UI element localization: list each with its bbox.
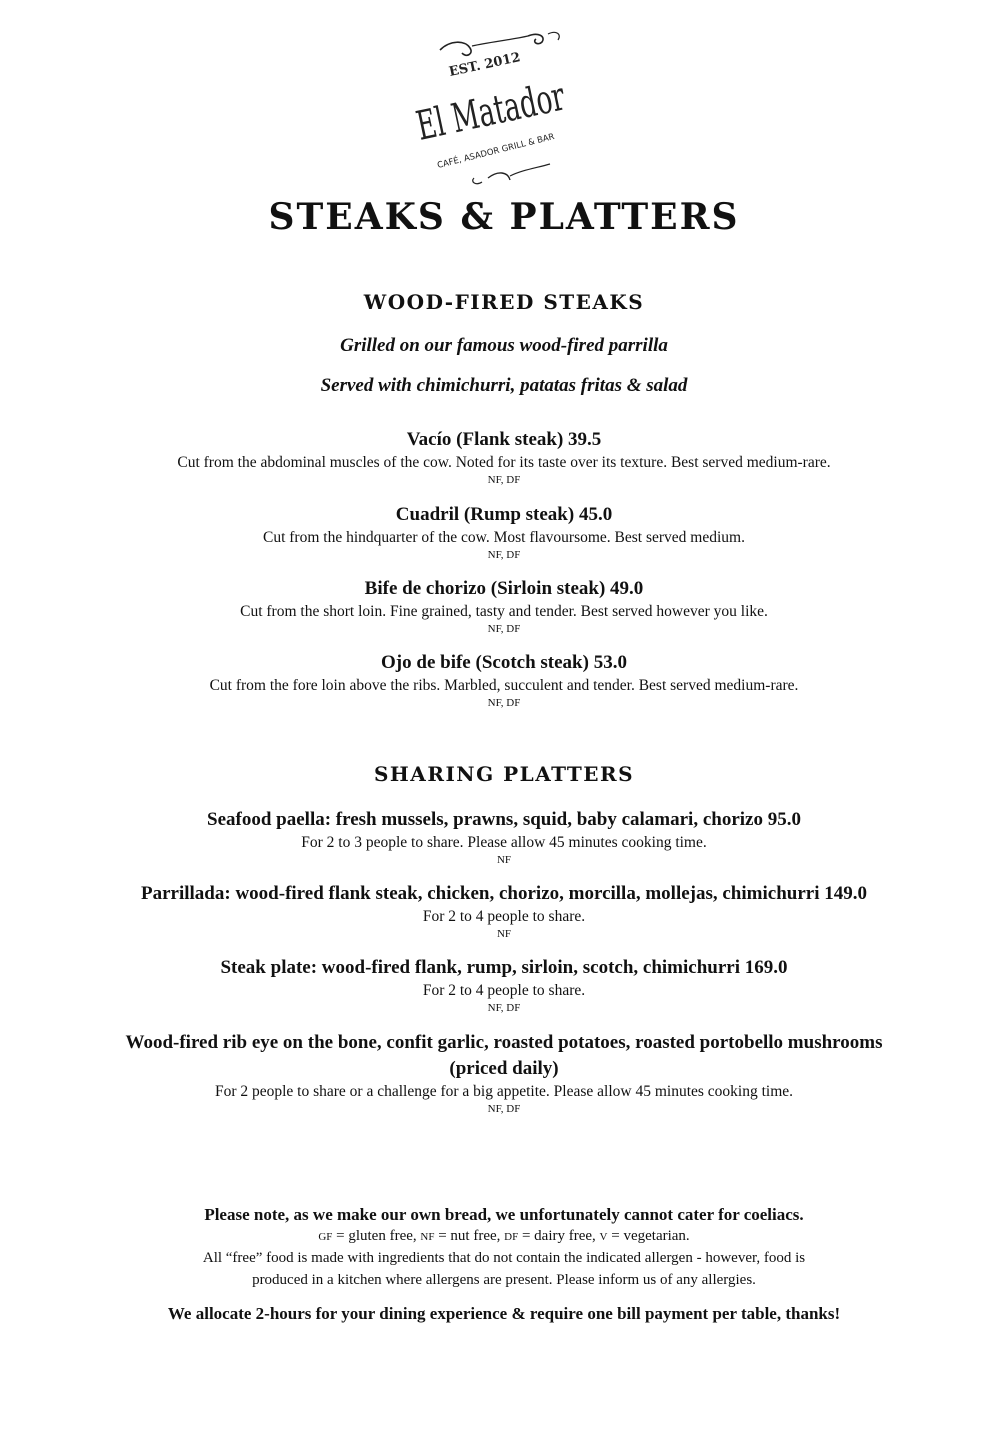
key-gf: GF [318, 1231, 333, 1243]
key-v: V [599, 1231, 608, 1243]
key-df: DF [504, 1231, 519, 1243]
key-df-text: = dairy free, [518, 1228, 600, 1244]
allergen-note-line-1: All “free” food is made with ingredients that do not contain the indicated allergen - however, food is [202, 1250, 806, 1266]
menu-notes [0, 1204, 1008, 1325]
menu-item-vacio [0, 428, 1008, 487]
wood-fired-subtitle-1: Grilled on our famous wood-fired parrilla [340, 335, 668, 356]
item-description: Cut from the hindquarter of the cow. Most flavoursome. Best served medium. [263, 529, 745, 546]
item-name: Wood-fired rib eye on the bone, confit garlic, roasted potatoes, roasted portobello mushrooms [125, 1032, 883, 1053]
item-description: Cut from the fore loin above the ribs. Marbled, succulent and tender. Best served medium-rare. [209, 677, 799, 694]
item-dietary-tags: NF, DF [487, 1103, 521, 1115]
dining-note: We allocate 2-hours for your dining experience & require one bill payment per table, thanks! [167, 1304, 841, 1323]
item-dietary-tags: NF [496, 854, 512, 866]
key-gf-text: = gluten free, [332, 1228, 421, 1244]
item-name: Vacío (Flank steak) 39.5 [406, 429, 602, 450]
coeliac-note: Please note, as we make our own bread, we unfortunately cannot cater for coeliacs. [204, 1205, 804, 1224]
item-dietary-tags: NF, DF [487, 1002, 521, 1014]
key-nf-text: = nut free, [434, 1228, 505, 1244]
key-nf: NF [420, 1231, 435, 1243]
item-dietary-tags: NF, DF [487, 474, 521, 486]
item-dietary-tags: NF [496, 928, 512, 940]
item-name: Ojo de bife (Scotch steak) 53.0 [381, 652, 627, 673]
item-description: For 2 to 3 people to share. Please allow 45 minutes cooking time. [301, 834, 707, 851]
wood-fired-subtitle-2: Served with chimichurri, patatas fritas & salad [320, 375, 688, 396]
sharing-platters-heading: SHARING PLATTERS [373, 762, 635, 786]
item-name: Bife de chorizo (Sirloin steak) 49.0 [364, 578, 644, 599]
menu-item-steak-plate [0, 956, 1008, 1015]
allergen-note-line-2: produced in a kitchen where allergens are present. Please inform us of any allergies. [252, 1272, 756, 1288]
item-description: Cut from the abdominal muscles of the cow. Noted for its taste over its texture. Best served medium-rare. [177, 454, 831, 471]
logo-name: El Matador [412, 57, 590, 150]
item-name: Parrillada: wood-fired flank steak, chicken, chorizo, morcilla, mollejas, chimichurri 149.0 [141, 883, 867, 904]
logo-graphic [410, 28, 590, 188]
item-description: For 2 to 4 people to share. [422, 908, 586, 925]
item-description: Cut from the short loin. Fine grained, tasty and tender. Best served however you like. [240, 603, 768, 620]
menu-item-ojo-de-bife [0, 651, 1008, 710]
item-dietary-tags: NF, DF [487, 697, 521, 709]
key-v-text: = vegetarian. [607, 1228, 690, 1244]
logo-est: EST. 2012 [447, 50, 522, 80]
menu-item-bife-de-chorizo [0, 577, 1008, 636]
logo-tagline: CAFÉ, ASADOR GRILL & BAR [436, 132, 556, 171]
menu-item-cuadril [0, 503, 1008, 562]
menu-item-seafood-paella [0, 808, 1008, 867]
menu-item-parrillada [0, 882, 1008, 941]
item-name: Steak plate: wood-fired flank, rump, sirloin, scotch, chimichurri 169.0 [220, 957, 788, 978]
item-name: Seafood paella: fresh mussels, prawns, squid, baby calamari, chorizo 95.0 [207, 809, 801, 830]
item-dietary-tags: NF, DF [487, 549, 521, 561]
item-dietary-tags: NF, DF [487, 623, 521, 635]
dietary-key [0, 1226, 1008, 1247]
item-name: Cuadril (Rump steak) 45.0 [395, 504, 613, 525]
el-matador-logo [410, 28, 590, 188]
item-description: For 2 to 4 people to share. [422, 982, 586, 999]
item-description: For 2 people to share or a challenge for a big appetite. Please allow 45 minutes cooking time. [214, 1083, 794, 1100]
page-title: STEAKS & PLATTERS [268, 196, 740, 238]
wood-fired-steaks-heading: WOOD-FIRED STEAKS [363, 290, 645, 314]
item-price-note: (priced daily) [449, 1058, 559, 1079]
menu-item-rib-eye [0, 1031, 1008, 1116]
